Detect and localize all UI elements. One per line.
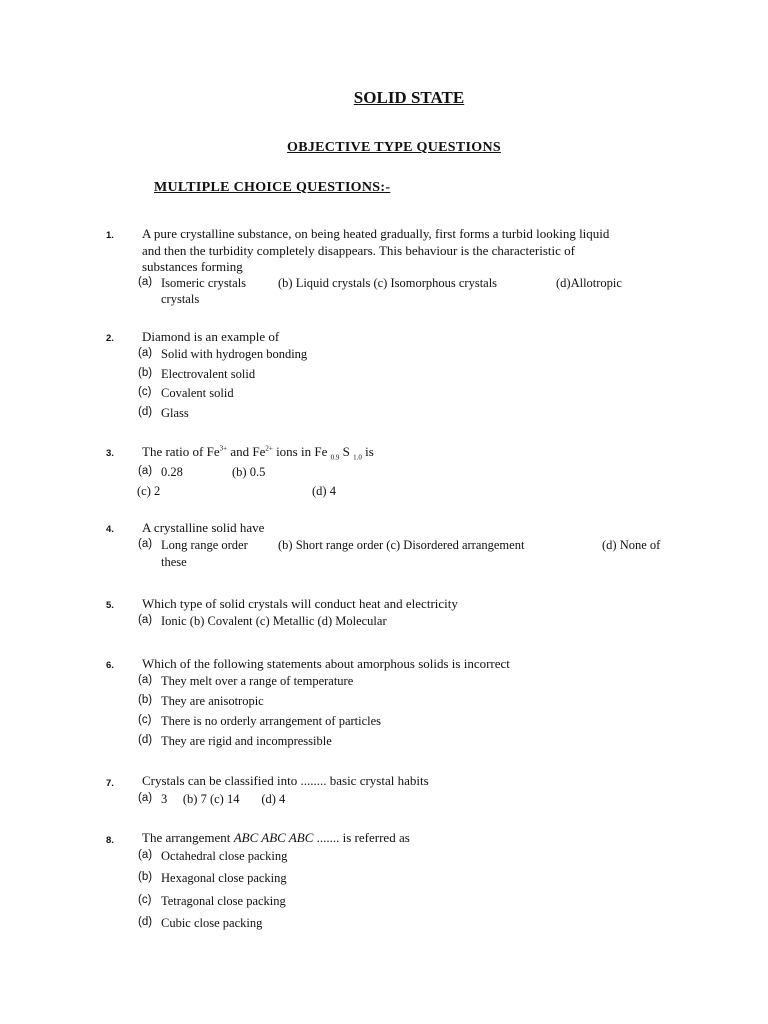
question-text: Crystals can be classified into ........ basic crystal habits	[142, 773, 429, 788]
page-title: SOLID STATE	[353, 88, 465, 107]
option-text: Cubic close packing	[161, 916, 263, 930]
option-text: Solid with hydrogen bonding	[161, 347, 308, 361]
option-text: Long range order	[161, 538, 248, 552]
option-label: (b)	[138, 367, 153, 379]
option-text: Tetragonal close packing	[161, 894, 286, 908]
option-text: Hexagonal close packing	[161, 871, 287, 885]
option-label: (b)	[138, 694, 153, 706]
option-label: (c)	[138, 386, 152, 398]
option-text: (b) Liquid crystals (c) Isomorphous crystals	[278, 276, 498, 290]
question-text: Diamond is an example of	[142, 329, 280, 344]
question-number: 6.	[106, 660, 114, 671]
option-text: They melt over a range of temperature	[161, 674, 354, 688]
option-label: (a)	[138, 538, 153, 550]
option-label: (a)	[138, 674, 153, 686]
option-text: They are rigid and incompressible	[161, 734, 332, 748]
option-label: (b)	[138, 871, 153, 883]
option-text: Electrovalent solid	[161, 367, 256, 381]
question-number: 2.	[106, 333, 114, 344]
option-text: crystals	[161, 292, 200, 306]
option-label: (a)	[138, 465, 153, 477]
option-label: (d)	[138, 734, 153, 746]
section-heading: MULTIPLE CHOICE QUESTIONS:-	[154, 180, 391, 195]
question-number: 5.	[106, 600, 114, 611]
option-text: (d)Allotropic	[556, 276, 622, 290]
option-text: Glass	[161, 406, 189, 420]
option-text: (d) None of	[602, 538, 661, 552]
question-text: The arrangement ABC ABC ABC ....... is referred as	[142, 830, 410, 845]
option-label: (a)	[138, 849, 153, 861]
option-text: (b) Short range order (c) Disordered arrangement	[278, 538, 525, 552]
option-text: Ionic (b) Covalent (c) Metallic (d) Molecular	[161, 614, 387, 628]
option-text: 3 (b) 7 (c) 14 (d) 4	[161, 792, 286, 806]
option-text: Covalent solid	[161, 386, 234, 400]
question-number: 3.	[106, 448, 114, 459]
question-number: 8.	[106, 835, 114, 846]
option-text: 0.28	[161, 465, 183, 479]
question-text: Which type of solid crystals will conduct heat and electricity	[142, 596, 458, 611]
option-text: (d) 4	[312, 484, 336, 498]
question-text-line: substances forming	[142, 259, 243, 274]
option-text: They are anisotropic	[161, 694, 264, 708]
option-text: There is no orderly arrangement of particles	[161, 714, 382, 728]
option-label: (d)	[138, 406, 153, 418]
option-label: (a)	[138, 614, 153, 626]
option-text: Isomeric crystals	[161, 276, 247, 290]
question-number: 1.	[106, 230, 114, 241]
question-number: 7.	[106, 778, 114, 789]
question-number: 4.	[106, 524, 114, 535]
option-text: these	[161, 555, 187, 569]
question-text: Which of the following statements about amorphous solids is incorrect	[142, 656, 510, 671]
option-label: (a)	[138, 276, 153, 288]
option-label: (c)	[138, 714, 152, 726]
option-text: (c) 2	[137, 484, 161, 498]
option-label: (d)	[138, 916, 153, 928]
option-text: Octahedral close packing	[161, 849, 288, 863]
question-text: A crystalline solid have	[142, 520, 265, 535]
question-text: The ratio of $Fe^{3+}$ and $Fe^{2+}$ ions in Fe $_{0.9}$ S $_{1.0}$ is	[142, 444, 374, 462]
option-label: (c)	[138, 894, 152, 906]
option-label: (a)	[138, 347, 153, 359]
option-label: (a)	[138, 792, 153, 804]
question-text-line: and then the turbidity completely disappears. This behaviour is the characteristic of	[142, 243, 575, 258]
option-text: (b) 0.5	[232, 465, 266, 479]
page-subtitle: OBJECTIVE TYPE QUESTIONS	[287, 140, 501, 155]
question-text-line: A pure crystalline substance, on being heated gradually, first forms a turbid looking liquid	[142, 226, 610, 241]
